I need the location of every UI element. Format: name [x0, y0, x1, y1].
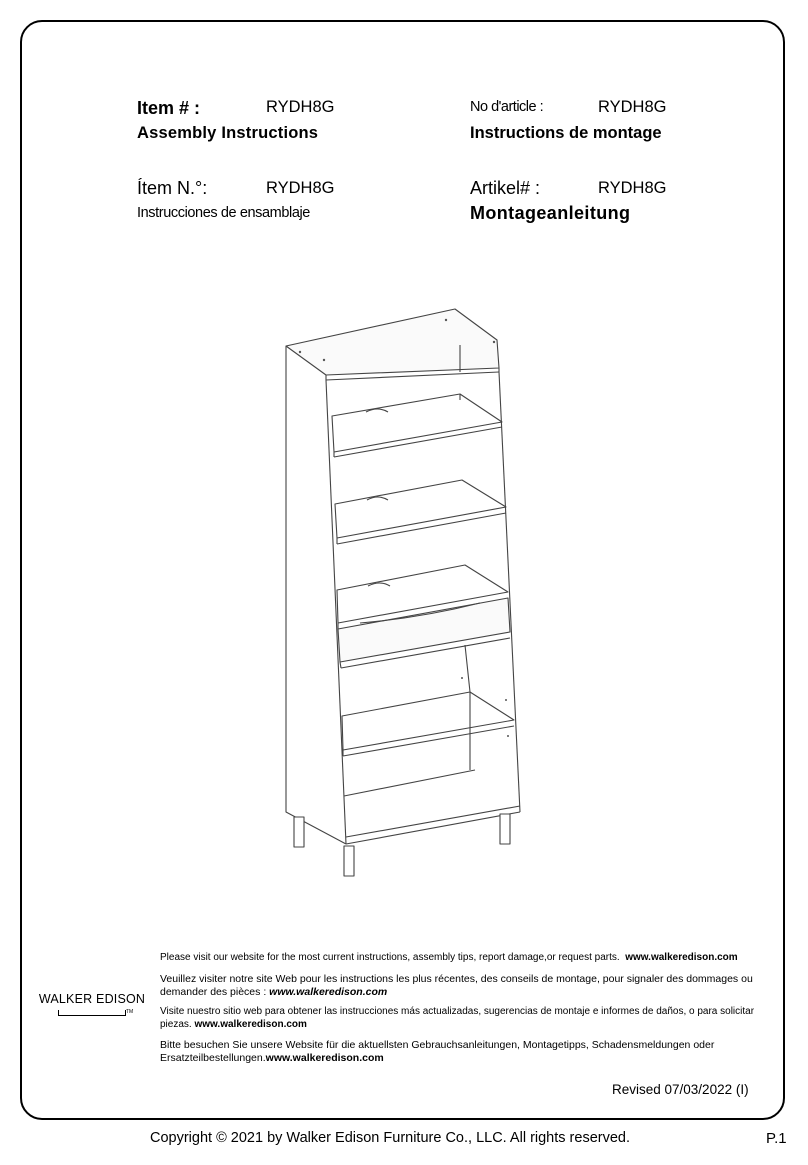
- de-item-label: Artikel# :: [470, 178, 541, 198]
- fr-item-label: No d'article :: [470, 99, 544, 115]
- de-website-link[interactable]: www.walkeredison.com: [265, 1051, 384, 1064]
- fr-website-link[interactable]: www.walkeredison.com: [269, 985, 388, 998]
- footer-de: Bitte besuchen Sie unsere Website für die aktuellsten Gebrauchsanleitungen, Montagetipps, Schadensmeldungen oder Ersatzteilbestellungen.www.walkeredison.com: [160, 1039, 715, 1064]
- walker-edison-logo: [38, 990, 146, 1020]
- copyright-notice: Copyright © 2021 by Walker Edison Furniture Co., LLC. All rights reserved.: [150, 1130, 630, 1146]
- es-website-link[interactable]: www.walkeredison.com: [194, 1018, 307, 1030]
- logo-text: WALKER EDISON: [38, 992, 146, 1006]
- de-assembly-title: Montageanleitung: [470, 203, 631, 223]
- logo-tm: TM: [126, 1009, 134, 1015]
- es-item-label: Ítem N.°:: [137, 178, 208, 198]
- footer-fr: Veuillez visiter notre site Web pour les instructions les plus récentes, des conseils de montage, pour signaler des dommages ou demander des pièces : www.walkeredison.com: [160, 973, 753, 998]
- en-website-link[interactable]: www.walkeredison.com: [625, 952, 738, 963]
- page-number: P.1: [766, 1130, 787, 1147]
- fr-assembly-title: Instructions de montage: [470, 124, 662, 142]
- footer-es: Visite nuestro sitio web para obtener las instrucciones más actualizadas, sugerencias de montaje e informes de daños, o para solicitar piezas. www.walkeredison.com: [160, 1006, 755, 1030]
- fr-item-value: RYDH8G: [598, 98, 667, 116]
- revised-date: Revised 07/03/2022 (I): [612, 1082, 749, 1097]
- logo-underline: [58, 1010, 126, 1016]
- item-value: RYDH8G: [266, 98, 335, 116]
- footer-en: Please visit our website for the most current instructions, assembly tips, report damage,or request parts. www.walkeredison.com: [160, 952, 738, 963]
- assembly-instructions-title: Assembly Instructions: [137, 124, 319, 142]
- de-item-value: RYDH8G: [598, 179, 667, 197]
- item-label: Item # :: [137, 98, 201, 118]
- es-item-value: RYDH8G: [266, 179, 335, 197]
- es-assembly-title: Instrucciones de ensamblaje: [137, 205, 310, 221]
- bookshelf-illustration: [270, 300, 540, 880]
